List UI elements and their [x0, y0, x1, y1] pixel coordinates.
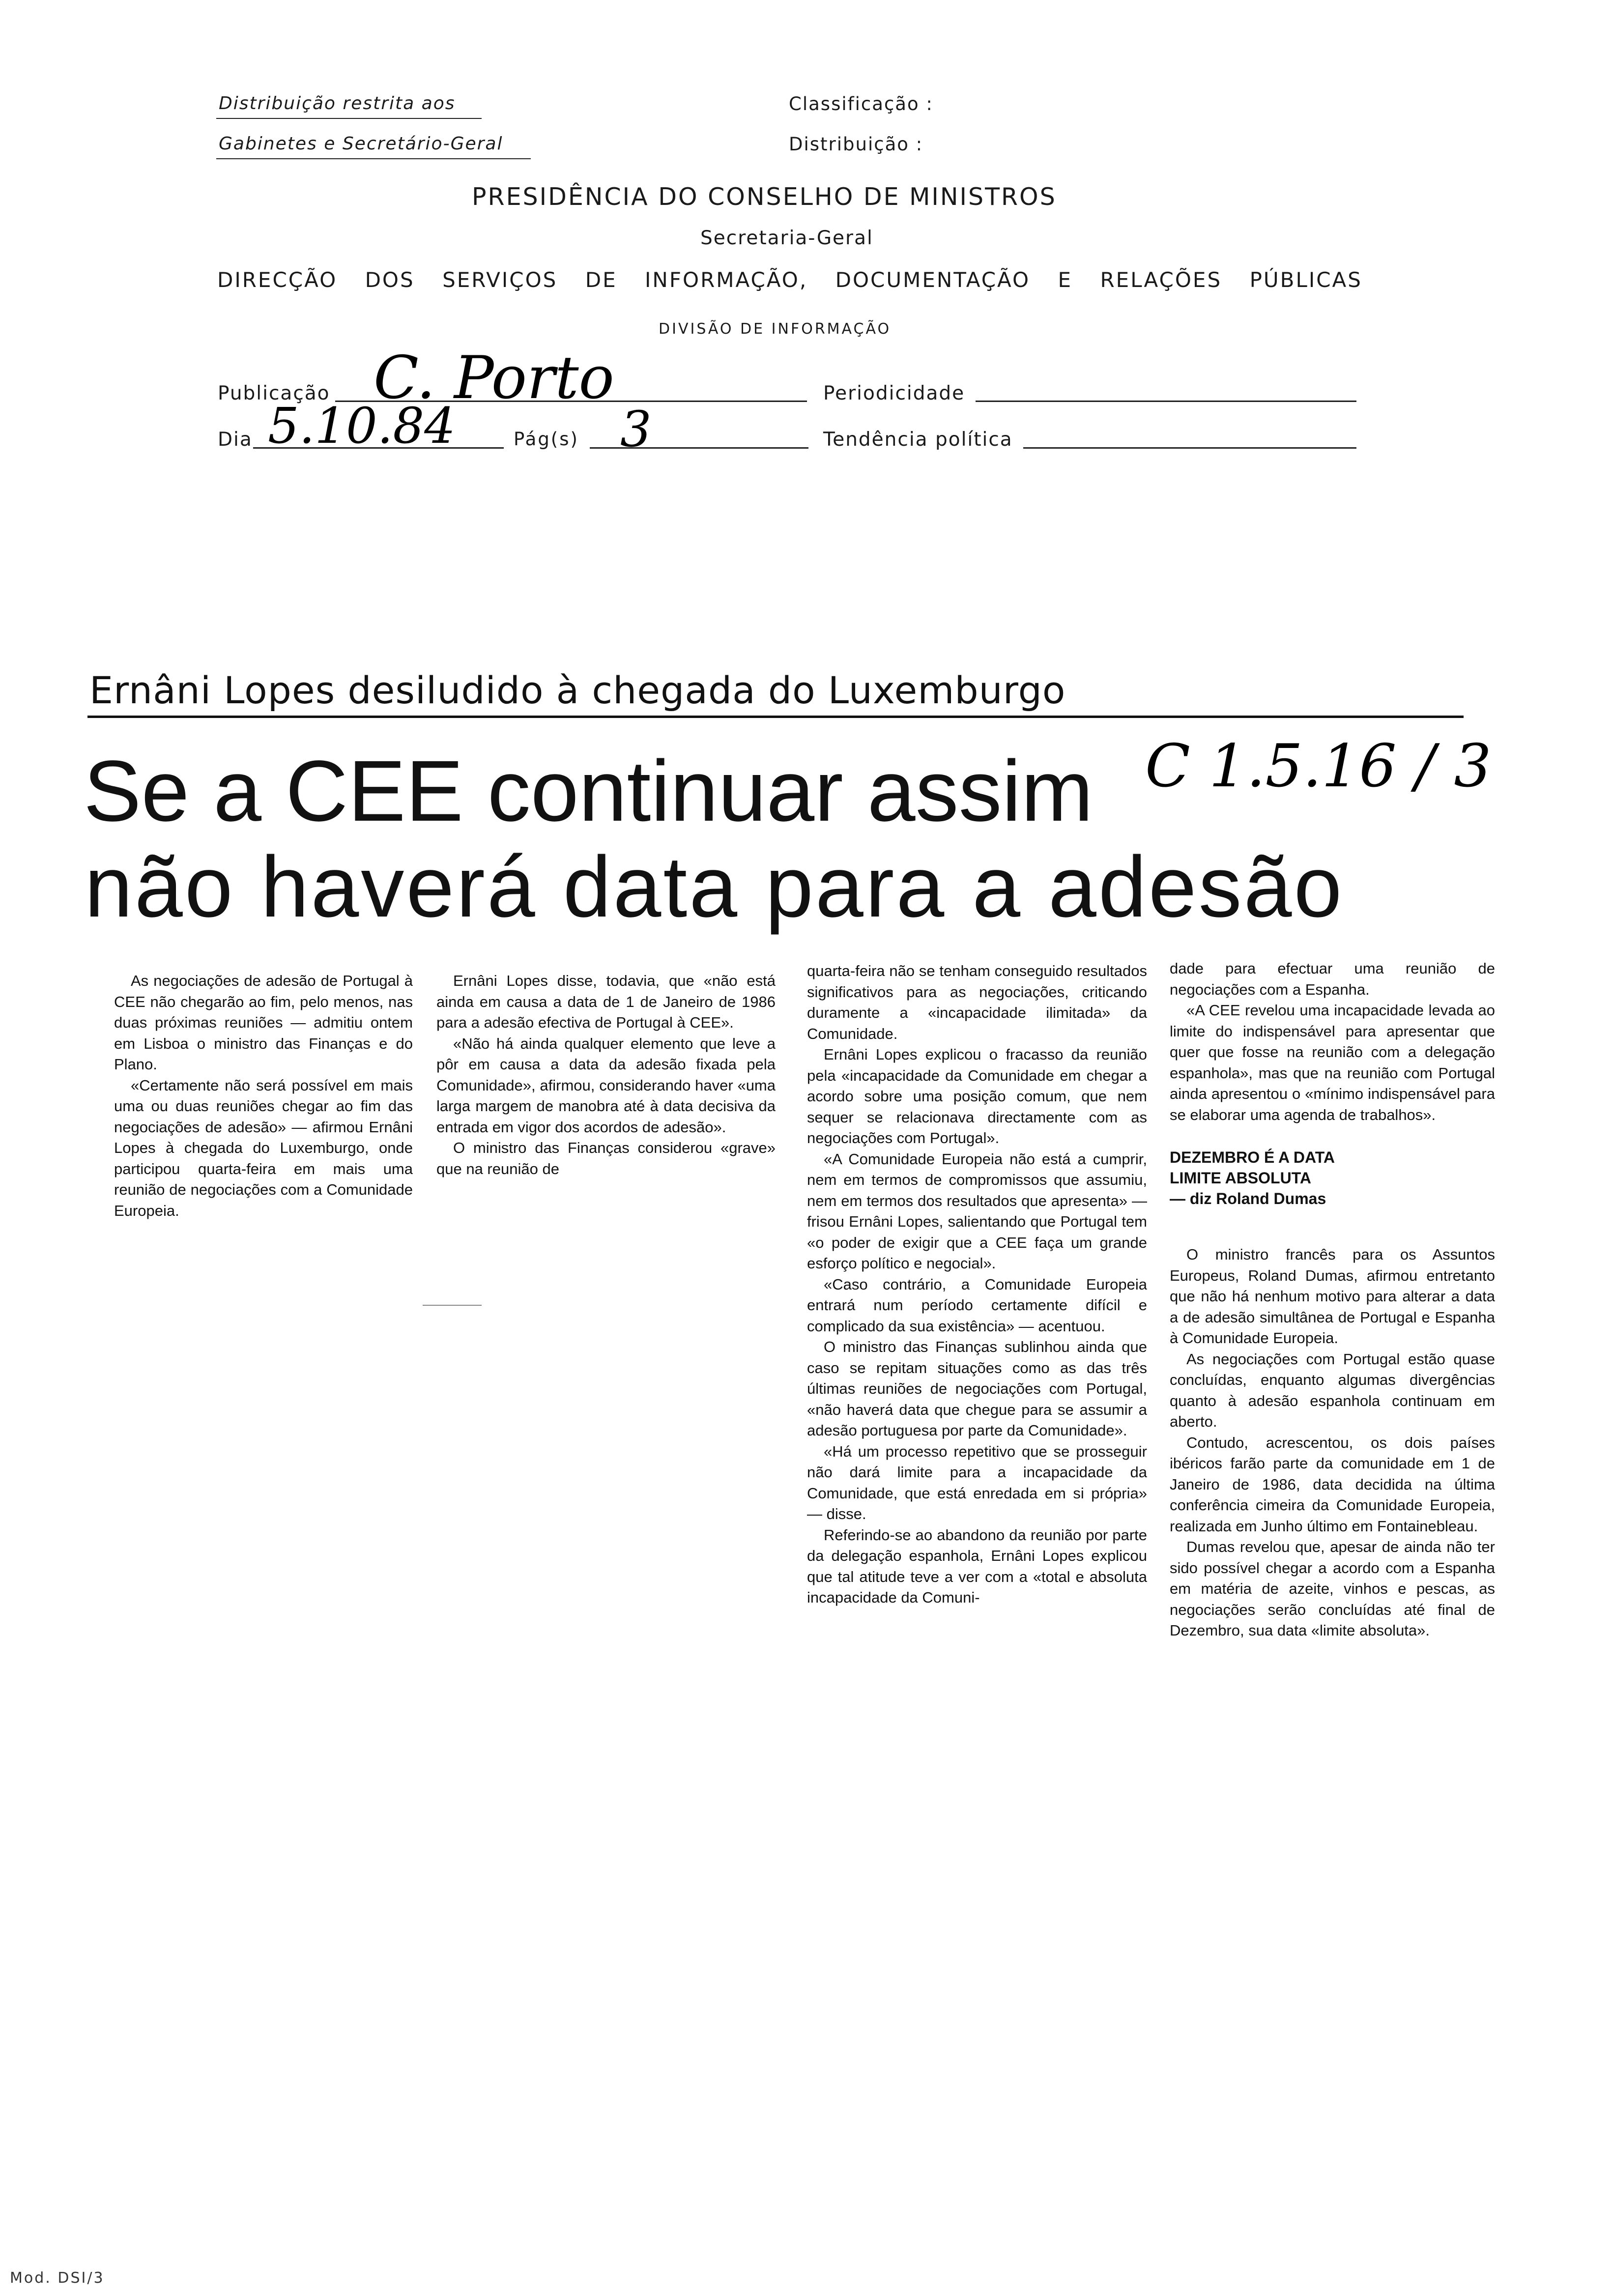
directorate-word: INFORMAÇÃO, [645, 268, 808, 292]
periodicidade-label: Periodicidade [823, 382, 965, 404]
publicacao-label: Publicação [218, 382, 330, 404]
article-kicker: Ernâni Lopes desiludido à chegada do Luxemburgo [89, 668, 1066, 712]
paragraph: «A Comunidade Europeia não está a cumprir, nem em termos de compromissos que assumiu, nem em termos dos resultados que apresenta» — frisou Ernâni Lopes, salientando que Portugal tem «o poder de exigir que a CEE faça um grande esforço político e negocial». [807, 1150, 1147, 1272]
paragraph: «Caso contrário, a Comunidade Europeia entrará num período certamente difícil e complicado da sua existência» — acentuou. [807, 1275, 1147, 1335]
paragraph: O ministro das Finanças sublinhou ainda que caso se repitam situações como as das três últimas reuniões de negociações com Portugal, «não haverá data que chegue para se assumir a adesão portuguesa por parte da Comunidade». [807, 1338, 1147, 1439]
paragraph: O ministro francês para os Assuntos Europeus, Roland Dumas, afirmou entretanto que não há nenhum motivo para alterar a data a de adesão simultânea de Portugal e Espanha à Comunidade Europeia. [1170, 1246, 1495, 1347]
divisao-informacao: DIVISÃO DE INFORMAÇÃO [659, 320, 892, 338]
article-column-2 [436, 971, 776, 1179]
paragraph: As negociações com Portugal estão quase concluídas, enquanto algumas divergências quanto à adesão espanhola continuam em aberto. [1170, 1350, 1495, 1430]
restricted-distribution-line1: Distribuição restrita aos [219, 93, 456, 114]
paragraph: «Há um processo repetitivo que se prosseguir não dará limite para a incapacidade da Comunidade, que está enredada em si própria» — disse. [807, 1442, 1147, 1522]
secretaria-geral: Secretaria-Geral [700, 227, 873, 249]
restricted-distribution-line2: Gabinetes e Secretário-Geral [219, 134, 503, 154]
tendencia-line [1023, 447, 1356, 449]
kicker-rule [87, 716, 1464, 718]
subheading-line: DEZEMBRO É A DATA [1170, 1148, 1335, 1166]
paragraph: Referindo-se ao abandono da reunião por parte da delegação espanhola, Ernâni Lopes explicou que tal atitude teve a ver com a «total e absoluta incapacidade da Comuni- [807, 1526, 1147, 1606]
headline-line1: Se a CEE continuar assim [84, 743, 1094, 839]
directorate-word: E [1058, 268, 1073, 292]
periodicidade-line [976, 401, 1356, 402]
column-divider-mark [423, 1305, 482, 1306]
paragraph: O ministro das Finanças considerou «grave» que na reunião de [436, 1139, 776, 1177]
paragraph: «Certamente não será possível em mais uma ou duas reuniões chegar ao fim das negociações de adesão» — afirmou Ernâni Lopes à chegada do Luxemburgo, onde participou quarta-feira em mais uma reunião de negociações com a Comunidade Europeia. [114, 1076, 413, 1219]
form-code: Mod. DSI/3 [10, 2269, 105, 2287]
directorate-line [217, 268, 1362, 292]
restricted-underline1 [216, 118, 482, 119]
pags-handwritten-value: 3 [620, 401, 652, 458]
directorate-word: SERVIÇOS [442, 268, 558, 292]
directorate-word: DOCUMENTAÇÃO [835, 268, 1031, 292]
section-byline: — diz Roland Dumas [1170, 1190, 1326, 1207]
article-column-3 [807, 961, 1147, 1608]
paragraph: Contudo, acrescentou, os dois países ibéricos farão parte da comunidade em 1 de Janeiro de 1986, data decidida na última conferência cimeira da Comunidade Europeia, realizada em Junho último em Fontainebleau. [1170, 1434, 1495, 1535]
pags-label: Pág(s) [514, 429, 579, 450]
headline-line2: não haverá data para a adesão [85, 839, 1344, 935]
article-column-1 [114, 971, 413, 1221]
paragraph: Ernâni Lopes explicou o fracasso da reunião pela «incapacidade da Comunidade em chegar a acordo sobre uma posição comum, que nem sequer se relacionava directamente com as negociações com Portugal». [807, 1046, 1147, 1147]
paragraph: dade para efectuar uma reunião de negociações com a Espanha. [1170, 960, 1495, 998]
subheading-line: LIMITE ABSOLUTA [1170, 1169, 1311, 1187]
paragraph: Ernâni Lopes disse, todavia, que «não está ainda em causa a data de 1 de Janeiro de 1986 para a adesão efectiva de Portugal à CEE». [436, 972, 776, 1031]
paragraph: «Não há ainda qualquer elemento que leve a pôr em causa a data da adesão fixada pela Comunidade», afirmou, considerando haver «uma larga margem de manobra até à data decisiva da entrada em vigor dos acordos de adesão». [436, 1034, 776, 1136]
directorate-word: DIRECÇÃO [217, 268, 338, 292]
paragraph: As negociações de adesão de Portugal à CEE não chegarão ao fim, pelo menos, nas duas próximas reuniões — admitiu ontem em Lisboa o ministro das Finanças e do Plano. [114, 972, 413, 1073]
handwritten-reference-note: C 1.5.16 / 3 [1145, 732, 1492, 801]
paragraph: quarta-feira não se tenham conseguido resultados significativos para as negociações, criticando duramente a «incapacidade ilimitada» da Comunidade. [807, 962, 1147, 1042]
paragraph: Dumas revelou que, apesar de ainda não ter sido possível chegar a acordo com a Espanha em matéria de azeite, vinhos e pescas, as negociações serão concluídas até final de Dezembro, sua data «limite absoluta». [1170, 1538, 1495, 1639]
directorate-word: DOS [365, 268, 415, 292]
restricted-underline2 [216, 158, 531, 159]
directorate-word: PÚBLICAS [1249, 268, 1362, 292]
dia-handwritten-value: 5.10.84 [268, 397, 456, 455]
distribuicao-label: Distribuição : [789, 134, 923, 155]
organization-name: PRESIDÊNCIA DO CONSELHO DE MINISTROS [472, 183, 1057, 211]
section-subheading [1170, 1147, 1495, 1188]
directorate-word: RELAÇÕES [1100, 268, 1222, 292]
dia-label: Dia [218, 429, 253, 451]
article-column-4 [1170, 958, 1495, 1641]
tendencia-label: Tendência política [823, 429, 1013, 451]
directorate-word: DE [585, 268, 617, 292]
publicacao-handwritten-value: C. Porto [374, 344, 614, 412]
classificacao-label: Classificação : [789, 93, 933, 115]
paragraph: «A CEE revelou uma incapacidade levada ao limite do indispensável para apresentar que quer que fosse na reunião com a delegação espanhola», mas que na reunião com Portugal ainda apresentou o «mínimo indispensável para se elaborar uma agenda de trabalhos». [1170, 1002, 1495, 1123]
